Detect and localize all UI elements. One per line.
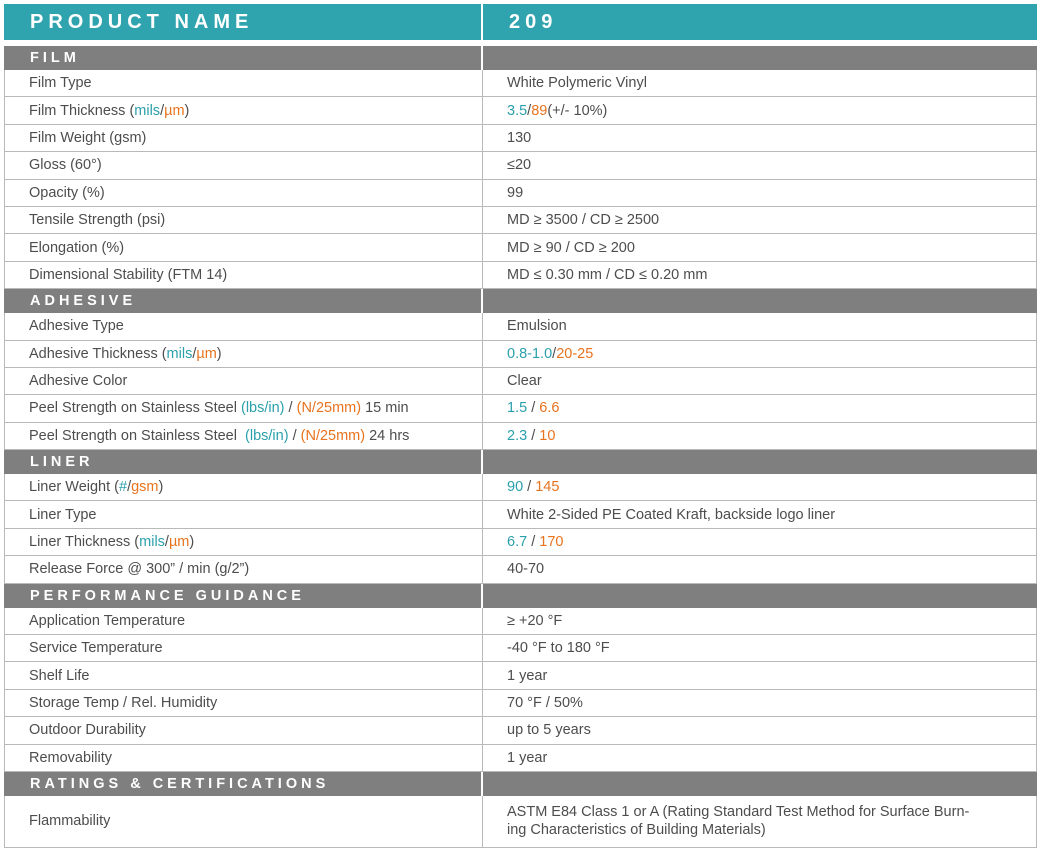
row-label: Shelf Life bbox=[4, 662, 483, 688]
table-row bbox=[4, 474, 1037, 501]
table-row bbox=[4, 608, 1037, 635]
row-value: 99 bbox=[483, 180, 1037, 206]
row-value: 1 year bbox=[483, 662, 1037, 688]
row-value: MD ≥ 90 / CD ≥ 200 bbox=[483, 234, 1037, 260]
row-value: ≥ +20 °F bbox=[483, 608, 1037, 634]
row-label: Adhesive Thickness ( mils / µm ) bbox=[4, 341, 483, 367]
table-row bbox=[4, 152, 1037, 179]
row-label: Opacity (%) bbox=[4, 180, 483, 206]
row-label: Removability bbox=[4, 745, 483, 771]
row-label: Film Type bbox=[4, 70, 483, 96]
table-row bbox=[4, 717, 1037, 744]
product-name-heading: PRODUCT NAME bbox=[4, 4, 483, 40]
row-value: 90 / 145 bbox=[483, 474, 1037, 500]
row-value: 3.5 / 89 (+/- 10%) bbox=[483, 97, 1037, 123]
row-label: Peel Strength on Stainless Steel (lbs/in) / (N/25mm) 24 hrs bbox=[4, 423, 483, 449]
row-label: Elongation (%) bbox=[4, 234, 483, 260]
row-value: White 2-Sided PE Coated Kraft, backside logo liner bbox=[483, 501, 1037, 527]
section-title: FILM bbox=[4, 46, 483, 70]
table-row bbox=[4, 662, 1037, 689]
row-label: Liner Weight ( # / gsm ) bbox=[4, 474, 483, 500]
row-label: Outdoor Durability bbox=[4, 717, 483, 743]
row-label: Application Temperature bbox=[4, 608, 483, 634]
row-label: Adhesive Type bbox=[4, 313, 483, 339]
table-row bbox=[4, 635, 1037, 662]
table-row bbox=[4, 70, 1037, 97]
row-value: ≤20 bbox=[483, 152, 1037, 178]
row-label: Storage Temp / Rel. Humidity bbox=[4, 690, 483, 716]
row-value: 40-70 bbox=[483, 556, 1037, 582]
row-value: up to 5 years bbox=[483, 717, 1037, 743]
section-liner bbox=[4, 450, 1037, 474]
row-label: Service Temperature bbox=[4, 635, 483, 661]
row-label: Flammability bbox=[4, 796, 483, 847]
row-value: 70 °F / 50% bbox=[483, 690, 1037, 716]
table-row bbox=[4, 97, 1037, 124]
row-value: Emulsion bbox=[483, 313, 1037, 339]
row-value: White Polymeric Vinyl bbox=[483, 70, 1037, 96]
table-row bbox=[4, 556, 1037, 583]
table-row bbox=[4, 125, 1037, 152]
table-row bbox=[4, 368, 1037, 395]
row-value: 130 bbox=[483, 125, 1037, 151]
table-row bbox=[4, 796, 1037, 848]
product-code: 209 bbox=[509, 11, 558, 33]
row-label: Gloss (60°) bbox=[4, 152, 483, 178]
row-label: Liner Thickness ( mils / µm ) bbox=[4, 529, 483, 555]
table-row bbox=[4, 395, 1037, 422]
table-row bbox=[4, 207, 1037, 234]
row-label: Adhesive Color bbox=[4, 368, 483, 394]
section-ratings bbox=[4, 772, 1037, 796]
row-value: 6.7 / 170 bbox=[483, 529, 1037, 555]
row-value: 2.3 / 10 bbox=[483, 423, 1037, 449]
section-film bbox=[4, 46, 1037, 70]
table-row bbox=[4, 690, 1037, 717]
row-label: Dimensional Stability (FTM 14) bbox=[4, 262, 483, 288]
row-value: 1 year bbox=[483, 745, 1037, 771]
table-row bbox=[4, 180, 1037, 207]
table-row bbox=[4, 262, 1037, 289]
row-label: Tensile Strength (psi) bbox=[4, 207, 483, 233]
section-title: PERFORMANCE GUIDANCE bbox=[4, 584, 483, 608]
section-title: ADHESIVE bbox=[4, 289, 483, 313]
table-row bbox=[4, 341, 1037, 368]
section-performance bbox=[4, 584, 1037, 608]
row-value: Clear bbox=[483, 368, 1037, 394]
table-row bbox=[4, 423, 1037, 450]
table-row bbox=[4, 745, 1037, 772]
table-row bbox=[4, 529, 1037, 556]
section-title: LINER bbox=[4, 450, 483, 474]
table-row bbox=[4, 234, 1037, 261]
row-value: -40 °F to 180 °F bbox=[483, 635, 1037, 661]
table-row bbox=[4, 313, 1037, 340]
row-value: ASTM E84 Class 1 or A (Rating Standard Test Method for Surface Burn- ing Characteristics of Building Materials) bbox=[483, 796, 1037, 847]
row-label: Liner Type bbox=[4, 501, 483, 527]
row-label: Film Thickness ( mils / µm ) bbox=[4, 97, 483, 123]
row-value: 0.8-1.0 / 20-25 bbox=[483, 341, 1037, 367]
section-title: RATINGS & CERTIFICATIONS bbox=[4, 772, 483, 796]
row-value: MD ≥ 3500 / CD ≥ 2500 bbox=[483, 207, 1037, 233]
row-label: Release Force @ 300” / min (g/2”) bbox=[4, 556, 483, 582]
spec-sheet bbox=[4, 4, 1037, 848]
table-row bbox=[4, 501, 1037, 528]
row-label: Peel Strength on Stainless Steel (lbs/in) / (N/25mm) 15 min bbox=[4, 395, 483, 421]
row-label: Film Weight (gsm) bbox=[4, 125, 483, 151]
row-value: 1.5 / 6.6 bbox=[483, 395, 1037, 421]
table-header bbox=[4, 4, 1037, 40]
section-adhesive bbox=[4, 289, 1037, 313]
row-value: MD ≤ 0.30 mm / CD ≤ 0.20 mm bbox=[483, 262, 1037, 288]
